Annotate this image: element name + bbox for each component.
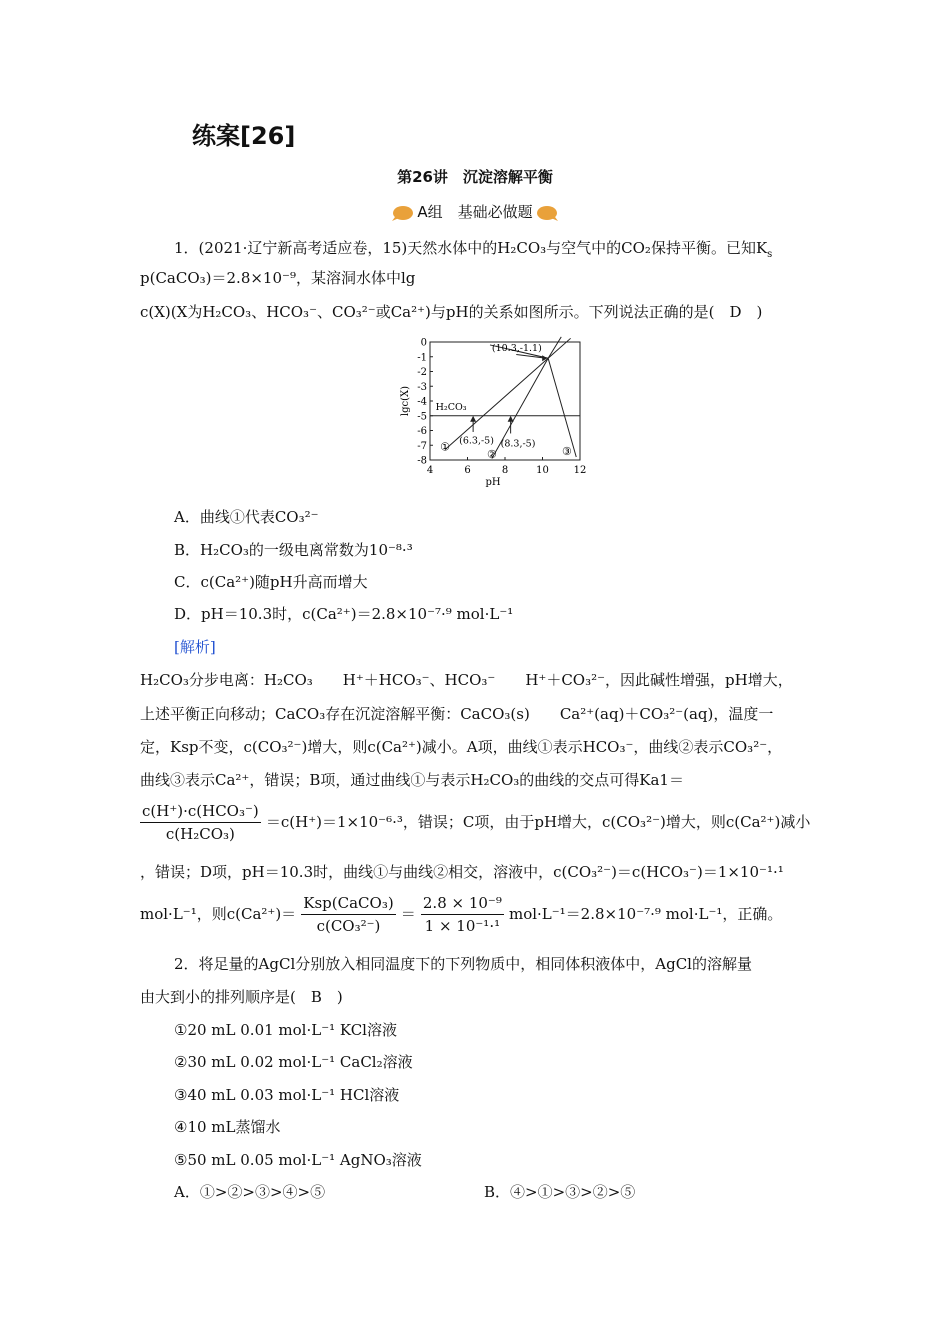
analysis-line-4: 曲线③表示Ca²⁺，错误；B项，通过曲线①与表示H₂CO₃的曲线的交点可得Ka1＝: [140, 771, 684, 789]
curve-label-3: ③: [561, 445, 572, 459]
quote-right-icon: [537, 205, 559, 221]
q1-option-c: C．c(Ca²⁺)随pH升高而增大: [174, 573, 368, 591]
group-heading: [0, 201, 950, 222]
value-fraction: $\frac{\text{2.8 × 10⁻⁹}}{\text{1 × 10⁻¹·¹}}$: [422, 894, 502, 935]
lecture-title: 第26讲 沉淀溶解平衡: [397, 168, 553, 186]
analysis-line-6: ，错误；D项，pH＝10.3时，曲线①与曲线②相交，溶液中，c(CO₃²⁻)＝c(HCO₃⁻)＝1×10⁻¹·¹: [140, 863, 784, 881]
q2-option-b: B．④>①>③>②>⑤: [484, 1183, 636, 1201]
analysis-line-7: mol·L⁻¹，则c(Ca²⁺)＝ $\frac{\text{Ksp(CaCO₃)}}{\text{c(CO₃²⁻)}}$ ＝ $\frac{\text{2.8 × 10⁻⁹}}{\text{1 × 10⁻¹·¹}}$ mol·L⁻¹＝2.8×10⁻⁷·⁹ mol·L⁻¹，正确。: [140, 894, 783, 935]
q1-option-b: B．H₂CO₃的一级电离常数为10⁻⁸·³: [174, 541, 413, 559]
y-tick-label: -6: [417, 426, 427, 437]
q1-option-a: A．曲线①代表CO₃²⁻: [174, 508, 319, 526]
q1-option-d: D．pH＝10.3时，c(Ca²⁺)＝2.8×10⁻⁷·⁹ mol·L⁻¹: [174, 605, 514, 623]
series-line-1: [445, 338, 571, 449]
ksp-fraction: $\frac{\text{Ksp(CaCO₃)}}{\text{c(CO₃²⁻)}}$: [303, 894, 394, 935]
h2co3-label: H₂CO₃: [435, 401, 467, 413]
q2-item-4: ④10 mL蒸馏水: [174, 1118, 281, 1136]
quote-left-icon: [391, 205, 413, 221]
q1-line1: 1．(2021·辽宁新高考适应卷，15)天然水体中的H₂CO₃与空气中的CO₂保持平衡。已知$K_s$: [174, 239, 773, 260]
analysis-label: [解析]: [174, 638, 216, 656]
q1-line3: c(X)(X为H₂CO₃、HCO₃⁻、CO₃²⁻或Ca²⁺)与pH的关系如图所示。下列说法正确的是( D ): [140, 303, 763, 321]
group-label: A组 基础必做题: [417, 203, 533, 221]
q2-item-2: ②30 mL 0.02 mol·L⁻¹ CaCl₂溶液: [174, 1053, 413, 1071]
y-tick-label: -3: [417, 381, 427, 393]
q2-item-1: ①20 mL 0.01 mol·L⁻¹ KCl溶液: [174, 1021, 397, 1039]
y-axis-label: lgc(X): [400, 385, 411, 417]
x-tick-label: 4: [426, 465, 434, 476]
page-title: 练案[26]: [192, 122, 296, 150]
analysis-line-5: $\frac{\text{c(H⁺)·c(HCO₃⁻)}}{\text{c(H₂CO₃)}}$ ＝c(H⁺)＝1×10⁻⁶·³，错误；C项，由于pH增大，c(CO₃²⁻)增大，则c(Ca²⁺)减小: [142, 802, 811, 843]
analysis-line-3: 定，Ksp不变，c(CO₃²⁻)增大，则c(Ca²⁺)减小。A项，曲线①表示HCO₃⁻，曲线②表示CO₃²⁻，: [140, 738, 783, 756]
annotation-left-point: (6.3,-5): [459, 435, 494, 447]
q2-item-3: ③40 mL 0.03 mol·L⁻¹ HCl溶液: [174, 1086, 400, 1104]
annotation-right-point: (8.3,-5): [500, 438, 536, 450]
lgc-ph-chart: [392, 336, 592, 496]
x-tick-label: 6: [464, 465, 471, 476]
q1-line2: p(CaCO₃)＝2.8×10⁻⁹，某溶洞水体中lg: [140, 269, 416, 287]
analysis-line-2: 上述平衡正向移动；CaCO₃存在沉淀溶解平衡：CaCO₃(s) Ca²⁺(aq)＋CO₃²⁻(aq)，温度一: [140, 705, 774, 723]
analysis-line-1: H₂CO₃分步电离：H₂CO₃ H⁺＋HCO₃⁻、HCO₃⁻ H⁺＋CO₃²⁻，因此碱性增强，pH增大，: [140, 671, 793, 689]
y-tick-label: -4: [417, 396, 427, 408]
annotation-peak: (10.3,-1.1): [491, 342, 542, 354]
curve-label-2: ②: [486, 448, 497, 462]
y-tick-label: -7: [417, 440, 427, 452]
y-tick-label: -2: [417, 367, 427, 378]
x-tick-label: 10: [536, 465, 549, 476]
x-tick-label: 12: [573, 465, 587, 476]
ka1-fraction: $\frac{\text{c(H⁺)·c(HCO₃⁻)}}{\text{c(H₂CO₃)}}$: [142, 802, 259, 843]
y-tick-label: -1: [417, 352, 427, 364]
arrowhead-left: [470, 416, 476, 422]
q2-stem-2: 由大到小的排列顺序是( B ): [140, 988, 343, 1006]
x-axis-label: pH: [485, 477, 501, 488]
y-tick-label: -8: [417, 455, 427, 467]
y-tick-label: -5: [417, 411, 427, 423]
q2-option-a: A．①>②>③>④>⑤: [174, 1183, 326, 1201]
q2-item-5: ⑤50 mL 0.05 mol·L⁻¹ AgNO₃溶液: [174, 1151, 422, 1169]
q2-stem-1: 2．将足量的AgCl分别放入相同温度下的下列物质中，相同体积液体中，AgCl的溶解量: [174, 955, 752, 973]
arrowhead-right: [508, 416, 514, 422]
x-tick-label: 8: [501, 465, 509, 476]
curve-label-1: ①: [440, 440, 450, 454]
y-tick-label: 0: [420, 337, 427, 349]
